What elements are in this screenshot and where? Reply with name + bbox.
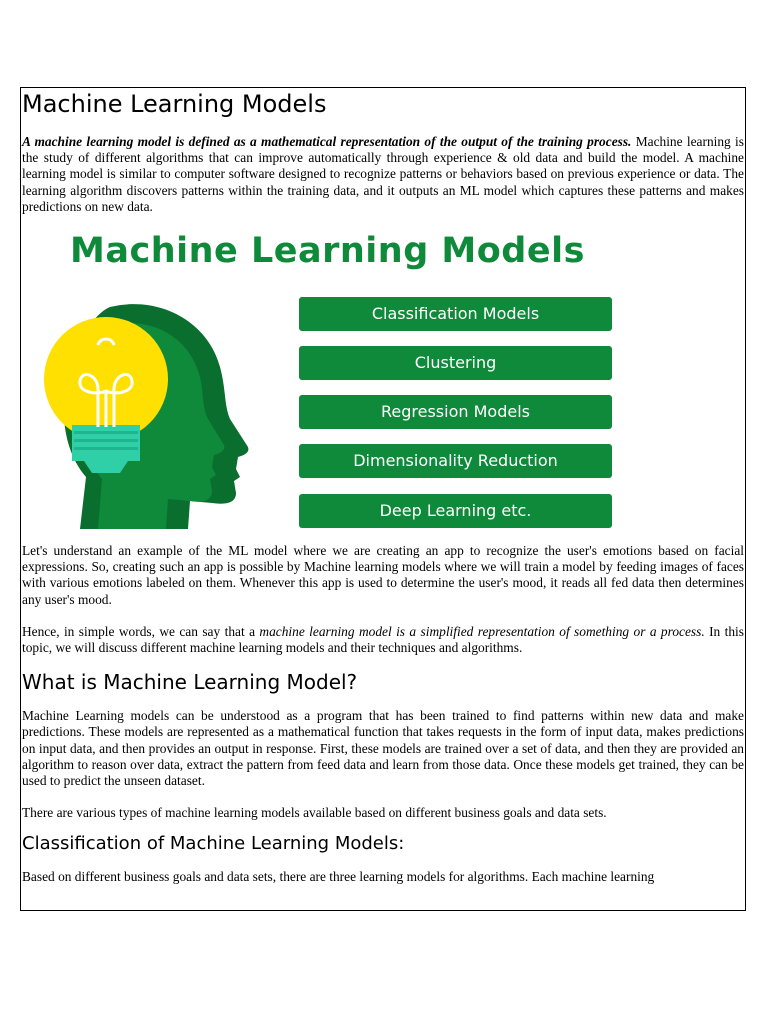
pill-regression-models: Regression Models [299, 395, 612, 429]
intro-paragraph [22, 134, 744, 215]
pill-classification-models: Classification Models [299, 297, 612, 331]
section-heading-what-is: What is Machine Learning Model? [22, 670, 358, 695]
intro-rest-text: Machine learning is the study of different algorithms that can improve automatically through experience & old data and build the model. A machine learning model is similar to computer software designed to recognize patterns or behaviors based on previous experience or data. The learning algorithm discovers patterns within the training data, and it outputs an ML model which captures these patterns and makes predictions on new data. [22, 134, 744, 214]
hence-paragraph [22, 624, 744, 656]
pill-dimensionality-reduction: Dimensionality Reduction [299, 444, 612, 478]
infographic-title: Machine Learning Models [70, 231, 585, 272]
pill-deep-learning: Deep Learning etc. [299, 494, 612, 528]
types-paragraph: There are various types of machine learning models available based on different business goals and data sets. [22, 805, 607, 821]
page-title: Machine Learning Models [22, 90, 327, 118]
section-heading-classification: Classification of Machine Learning Models: [22, 833, 405, 855]
definition-text: A machine learning model is defined as a mathematical representation of the output of the training process. [22, 134, 632, 149]
classification-paragraph: Based on different business goals and data sets, there are three learning models for algorithms. Each machine learning [22, 869, 655, 885]
example-paragraph: Let's understand an example of the ML model where we are creating an app to recognize the user's emotions based on facial expressions. So, creating such an app is possible by Machine learning models where we will train a model by feeding images of faces with various emotions labeled on them. Whenever this app is used to determine the user's mood, it reads all fed data then determines any user's mood. [22, 543, 744, 607]
hence-before-text: Hence, in simple words, we can say that a [22, 623, 260, 639]
hence-after-text: In this topic, we will discuss different machine learning models and their techniques and algorithms. [22, 623, 744, 656]
head-lightbulb-icon [40, 297, 252, 529]
ml-models-infographic [22, 215, 746, 543]
pill-clustering: Clustering [299, 346, 612, 380]
document-page [20, 87, 746, 911]
what-is-paragraph: Machine Learning models can be understood as a program that has been trained to find patterns within new data and make predictions. These models are represented as a mathematical function that takes requests in the form of input data, makes predictions on input data, and then provides an output in response. First, these models are trained over a set of data, and then they are provided an algorithm to reason over data, extract the pattern from feed data and learn from those data. Once these models get trained, they can be used to predict the unseen dataset. [22, 708, 744, 789]
hence-italic-text: machine learning model is a simplified representation of something or a process. [259, 623, 705, 639]
